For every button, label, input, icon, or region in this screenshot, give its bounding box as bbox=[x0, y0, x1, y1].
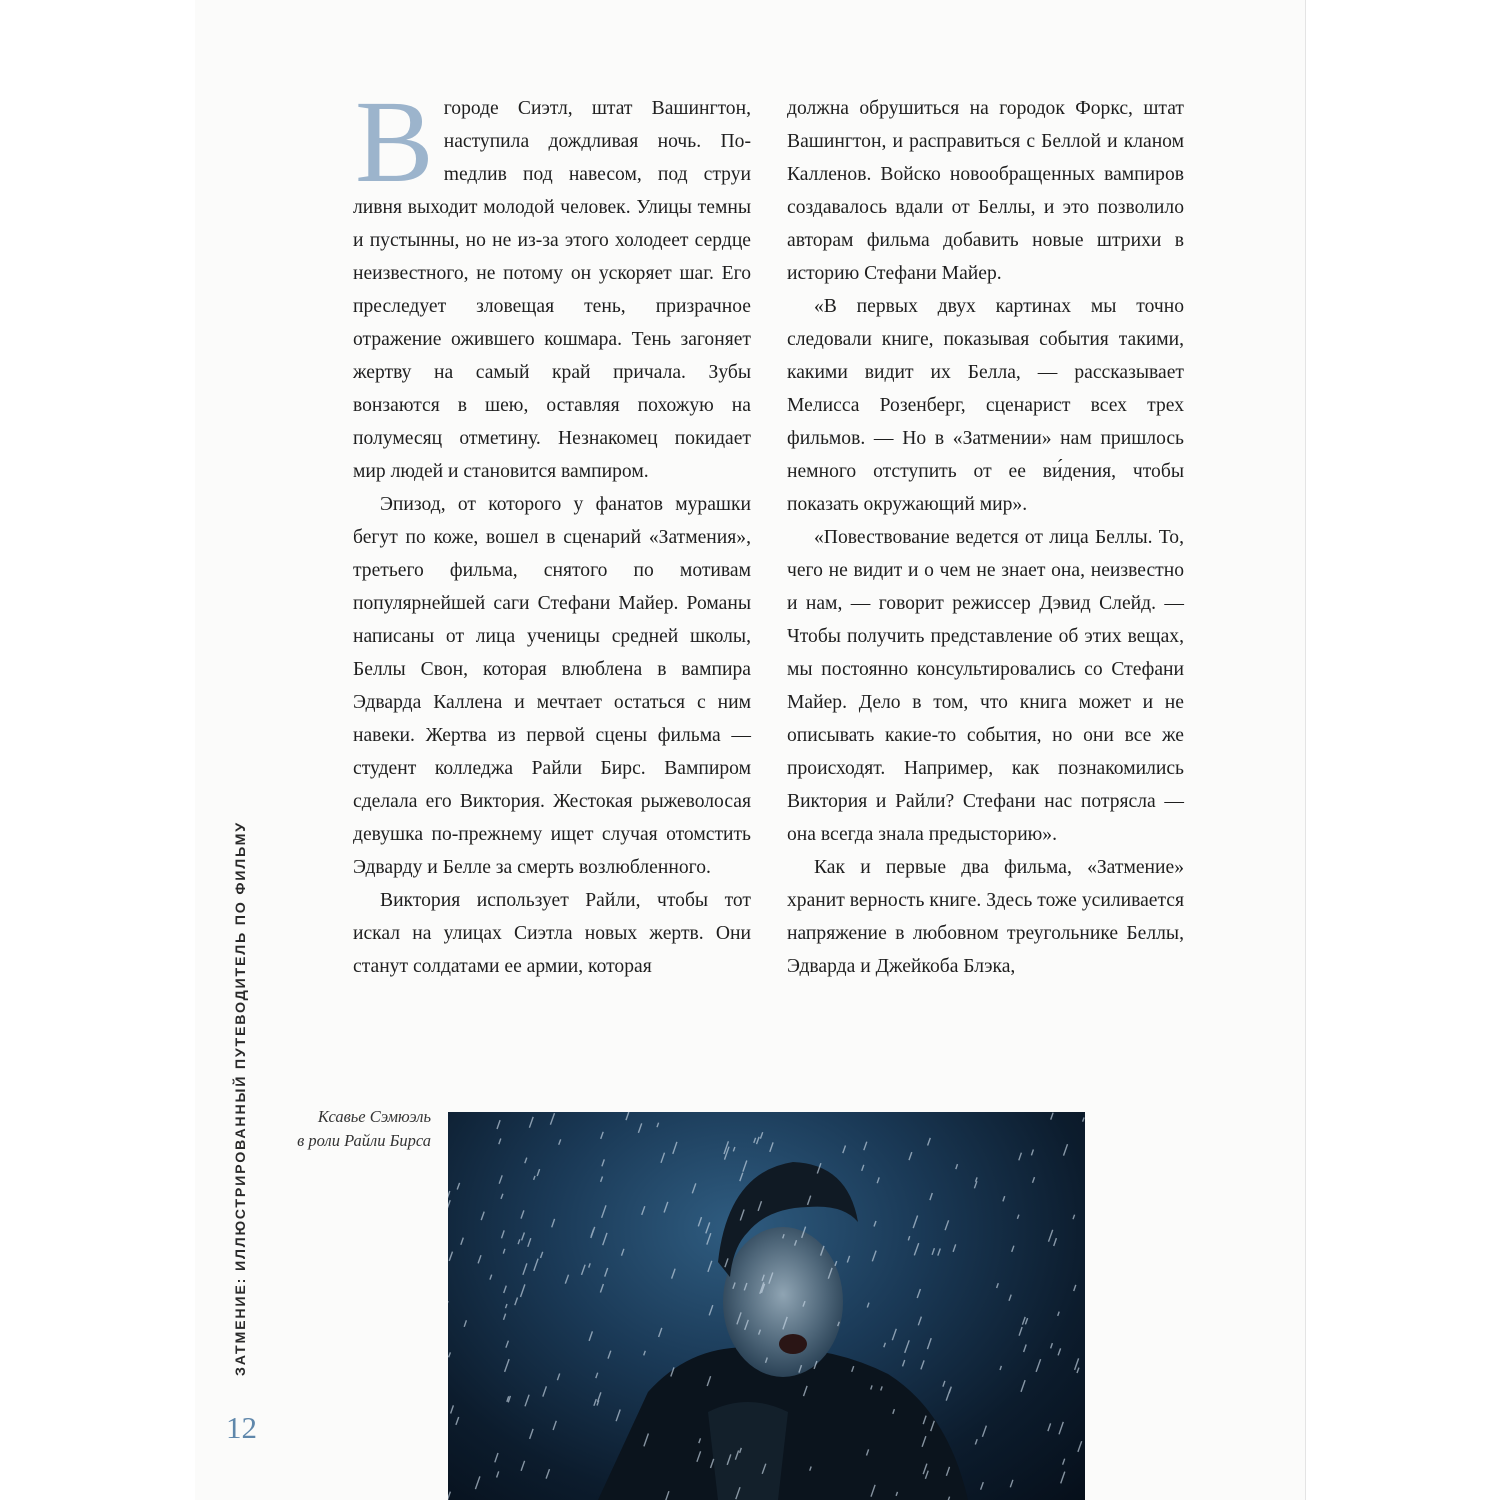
rain-drop bbox=[1031, 1150, 1033, 1156]
rain-drop bbox=[1077, 1368, 1079, 1373]
rain-drop bbox=[1019, 1327, 1022, 1336]
paragraph: Как и первые два фильма, «Затмение» хранит верность книге. Здесь тоже усиливается напряжение в любовном треугольнике Беллы, Эдварда и Джейкоба Блэка, bbox=[787, 857, 1184, 977]
rain-drop bbox=[757, 1137, 760, 1144]
rain-drop bbox=[605, 1268, 608, 1277]
rain-drop bbox=[709, 1305, 713, 1315]
rain-drop bbox=[659, 1328, 662, 1337]
paragraph: Эпизод, от которого у фанатов мурашки бегут по коже, вошел в сценарий «Затмения», третьего фильма, снятого по мотивам популярнейшей саги Стефани Майер. Романы написаны от лица ученицы средней школы, Беллы Свон, которая влюблена в вампира Эдварда Каллена и мечтает остаться с ним навеки. Жертва из первой сцены фильма — студент колледжа Райли Бирс. Вампиром сделала его Виктория. Жестокая рыжеволосая девушка по-прежнему ищет случая отомстить Эдварду и Белле за смерть возлюбленного. bbox=[353, 494, 751, 878]
rain-drop bbox=[930, 1193, 932, 1200]
rain-drop bbox=[943, 1381, 945, 1387]
rain-drop bbox=[945, 1220, 949, 1230]
rain-drop bbox=[867, 1303, 869, 1308]
face-shape bbox=[723, 1227, 843, 1377]
rain-drop bbox=[515, 1298, 518, 1306]
rain-drop bbox=[616, 1410, 620, 1422]
rain-drop bbox=[733, 1147, 735, 1151]
rain-drop bbox=[946, 1389, 950, 1401]
rain-drop bbox=[481, 1212, 484, 1221]
rain-drop bbox=[521, 1210, 524, 1218]
rain-drop bbox=[1051, 1343, 1053, 1348]
rain-drop bbox=[478, 1255, 481, 1263]
rain-drop bbox=[905, 1340, 910, 1353]
rain-drop bbox=[847, 1256, 849, 1263]
jacket-highlight bbox=[708, 1402, 788, 1500]
rain-drop bbox=[1017, 1215, 1019, 1219]
rain-drop bbox=[499, 1139, 501, 1145]
rain-drop bbox=[1063, 1459, 1065, 1465]
rain-drop bbox=[499, 1175, 502, 1183]
rain-drop bbox=[557, 1374, 559, 1381]
caption-line: в роли Райли Бирса bbox=[297, 1131, 431, 1150]
rain-drop bbox=[1073, 1215, 1075, 1220]
rain-drop bbox=[490, 1275, 492, 1280]
rain-drop bbox=[1021, 1380, 1025, 1392]
rain-drop bbox=[1064, 1144, 1068, 1155]
rain-drop bbox=[506, 1304, 508, 1308]
rain-drop bbox=[475, 1476, 480, 1489]
rain-drop bbox=[589, 1263, 591, 1267]
rain-drop bbox=[503, 1249, 505, 1254]
text-column-right bbox=[787, 92, 1184, 983]
paragraph: «В первых двух картинах мы точно следовали книге, показывая события такими, какими видит их Белла, — рассказывает Мелисса Розенберг, сценарист всех трех фильмов. — Но в «Затмении» нам пришлось немного отступить от ее ви́дения, чтобы показать окружающий мир». bbox=[787, 296, 1184, 515]
rain-drop bbox=[1074, 1285, 1076, 1291]
rain-drop bbox=[892, 1329, 896, 1340]
mouth-shape bbox=[779, 1334, 807, 1354]
rain-drop bbox=[698, 1217, 701, 1226]
rain-drop bbox=[908, 1236, 909, 1240]
rain-drop bbox=[884, 1343, 886, 1347]
rain-drop bbox=[877, 1177, 879, 1183]
rain-drop bbox=[1033, 1177, 1035, 1183]
rain-drop bbox=[449, 1252, 452, 1261]
rain-drop bbox=[1059, 1422, 1063, 1434]
rain-drop bbox=[661, 1153, 665, 1163]
rain-drop bbox=[464, 1320, 466, 1327]
rain-drop bbox=[706, 1222, 710, 1233]
rain-drop bbox=[1024, 1345, 1027, 1353]
rain-drop bbox=[864, 1142, 867, 1151]
rain-drop bbox=[457, 1183, 459, 1190]
rain-drop bbox=[1025, 1318, 1027, 1324]
rain-drop bbox=[596, 1373, 598, 1378]
drop-cap: В bbox=[355, 76, 434, 207]
rain-drop bbox=[997, 1283, 999, 1288]
paragraph: должна обрушиться на городок Форкс, штат Вашингтон, и расправиться с Беллой и кланом Калленов. Войско новообращенных вампиров создавалось вдали от Беллы, и это позволило авторам фильма добавить новые штрихи в историю Стефани Майер. bbox=[787, 98, 1184, 284]
rain-drop bbox=[502, 1230, 505, 1238]
rain-drop bbox=[521, 1461, 525, 1471]
rain-drop bbox=[534, 1176, 535, 1180]
rain-drop bbox=[673, 1142, 677, 1154]
rain-drop bbox=[914, 1243, 918, 1255]
rain-drop bbox=[872, 1251, 876, 1262]
rain-drop bbox=[843, 1146, 846, 1154]
rain-drop bbox=[608, 1351, 611, 1359]
rain-drop bbox=[921, 1360, 924, 1369]
rain-drop bbox=[1054, 1238, 1057, 1246]
rain-drop bbox=[559, 1139, 561, 1144]
rain-drop bbox=[754, 1138, 756, 1143]
rain-drop bbox=[518, 1239, 520, 1244]
rain-drop bbox=[1022, 1317, 1025, 1325]
rain-drop bbox=[862, 1165, 864, 1171]
rain-drop bbox=[770, 1142, 773, 1152]
rain-drop bbox=[692, 1183, 696, 1193]
paragraph: «Повествование ведется от лица Беллы. То, чего не видит и о чем не знает она, неизвестно и нам, — говорит режиссер Дэвид Слейд. — Чтобы получить представление об этих вещах, мы постоянно консультировались со Стефани Майер. Дело в том, что книга может и не описывать какие-то события, но они все же происходят. Например, как познакомились Виктория и Райли? Стефани нас потрясла — она всегда знала предысторию». bbox=[787, 527, 1184, 845]
rain-drop bbox=[565, 1275, 568, 1284]
rain-drop bbox=[541, 1252, 543, 1258]
rain-drop bbox=[740, 1173, 743, 1181]
text-column-left bbox=[353, 76, 751, 983]
rain-drop bbox=[504, 1314, 506, 1320]
rain-drop bbox=[956, 1164, 958, 1169]
rain-drop bbox=[529, 1117, 533, 1128]
rain-drop bbox=[601, 1132, 604, 1139]
rain-drop bbox=[982, 1426, 986, 1437]
rain-drop bbox=[707, 1233, 711, 1244]
photo-illustration bbox=[448, 1112, 1085, 1500]
rain-drop bbox=[1010, 1480, 1013, 1488]
rain-drop bbox=[927, 1338, 931, 1349]
rain-drop bbox=[1009, 1295, 1011, 1301]
rain-drop bbox=[1058, 1312, 1060, 1316]
rain-drop bbox=[1061, 1472, 1065, 1484]
rain-drop bbox=[1019, 1153, 1022, 1161]
rain-drop bbox=[602, 1159, 604, 1166]
rain-drop bbox=[672, 1269, 676, 1279]
rain-drop bbox=[932, 1248, 934, 1255]
rain-drop bbox=[657, 1123, 659, 1128]
rain-drop bbox=[537, 1169, 539, 1176]
rain-drop bbox=[1036, 1359, 1041, 1372]
rain-drop bbox=[600, 1284, 603, 1293]
rain-drop bbox=[552, 1219, 555, 1227]
rain-drop bbox=[456, 1417, 459, 1425]
rain-drop bbox=[602, 1205, 606, 1218]
rain-drop bbox=[601, 1177, 603, 1182]
rain-drop bbox=[622, 1249, 624, 1256]
paragraph: Виктория использует Райли, чтобы тот искал на улицах Сиэтла новых жертв. Они станут солдатами ее армии, которая bbox=[353, 890, 751, 977]
rain-drop bbox=[505, 1359, 510, 1372]
page-number: 12 bbox=[226, 1410, 257, 1445]
rain-drop bbox=[525, 1395, 529, 1407]
rain-drop bbox=[664, 1202, 668, 1213]
rain-drop bbox=[497, 1471, 499, 1477]
rain-drop bbox=[743, 1161, 747, 1172]
rain-drop bbox=[603, 1233, 607, 1245]
rain-drop bbox=[928, 1138, 931, 1146]
rain-drop bbox=[522, 1233, 525, 1241]
rain-drop bbox=[501, 1194, 503, 1199]
rain-drop bbox=[1083, 1118, 1085, 1122]
rain-drop bbox=[835, 1261, 837, 1266]
rain-drop bbox=[981, 1482, 984, 1490]
rain-drop bbox=[917, 1289, 920, 1298]
rain-drop bbox=[525, 1158, 527, 1164]
rain-drop bbox=[553, 1421, 556, 1430]
caption-line: Ксавье Сэмюэль bbox=[317, 1107, 431, 1126]
rain-drop bbox=[504, 1286, 507, 1293]
rain-drop bbox=[1012, 1246, 1014, 1252]
rain-drop bbox=[448, 1200, 450, 1213]
rain-drop bbox=[594, 1399, 596, 1406]
rain-drop bbox=[582, 1265, 586, 1275]
paragraph bbox=[353, 76, 751, 488]
rain-drop bbox=[1058, 1348, 1061, 1355]
rain-drop bbox=[1051, 1113, 1053, 1120]
paragraph-text: городе Сиэтл, штат Вашингтон, наступила дождливая ночь. Поmедлив под навесом, под струи ливня выходит молодой человек. Улицы темны и пустынны, но не из-за этого холодеет сердце неизвестного, не потому он ускоряет шаг. Его преследует зловещая тень, призрачное отражение ожившего кошмара. Тень загоняет жертву на самый край причала. Зубы вонзаются в шею, оставляя похожую на полумесяц отметину. Незнакомец покидает мир людей и становится вампиром. bbox=[353, 98, 751, 482]
rain-drop bbox=[953, 1244, 956, 1252]
rain-drop bbox=[909, 1152, 912, 1160]
rain-drop bbox=[528, 1238, 531, 1247]
rain-drop bbox=[449, 1352, 451, 1357]
rain-drop bbox=[626, 1112, 629, 1120]
rain-drop bbox=[918, 1317, 921, 1326]
rain-drop bbox=[523, 1263, 527, 1274]
rain-drop bbox=[644, 1351, 646, 1356]
rain-drop bbox=[448, 1492, 450, 1500]
rain-drop bbox=[1049, 1230, 1053, 1242]
rain-drop bbox=[495, 1453, 498, 1462]
rain-drop bbox=[530, 1429, 534, 1439]
rain-drop bbox=[1003, 1196, 1005, 1201]
rain-drop bbox=[760, 1132, 762, 1139]
rain-drop bbox=[521, 1284, 525, 1297]
rain-drop bbox=[913, 1216, 917, 1229]
rain-drop bbox=[642, 1206, 645, 1215]
rain-drop bbox=[938, 1249, 941, 1256]
rain-drop bbox=[1078, 1441, 1082, 1452]
rain-drop bbox=[975, 1439, 977, 1444]
movie-still-photo bbox=[448, 1112, 1085, 1500]
rain-drop bbox=[451, 1405, 454, 1413]
rain-drop bbox=[448, 1191, 450, 1201]
rain-drop bbox=[461, 1238, 464, 1245]
rain-drop bbox=[1000, 1366, 1001, 1370]
photo-caption bbox=[297, 1105, 431, 1153]
rain-drop bbox=[550, 1113, 554, 1125]
rain-drop bbox=[903, 1360, 905, 1366]
rain-drop bbox=[638, 1123, 641, 1132]
rain-drop bbox=[506, 1341, 509, 1348]
rain-drop bbox=[497, 1120, 500, 1129]
rain-drop bbox=[589, 1331, 592, 1341]
rain-drop bbox=[546, 1469, 549, 1479]
rain-drop bbox=[543, 1386, 547, 1396]
rain-drop bbox=[974, 1181, 977, 1188]
rain-drop bbox=[534, 1259, 538, 1271]
rain-drop bbox=[874, 1221, 876, 1227]
rain-drop bbox=[1048, 1423, 1051, 1431]
running-title-vertical: ЗАТМЕНИЕ: ИЛЛЮСТРИРОВАННЫЙ ПУТЕВОДИТЕЛЬ ПО ФИЛЬМУ bbox=[233, 821, 249, 1376]
rain-drop bbox=[708, 1261, 712, 1272]
